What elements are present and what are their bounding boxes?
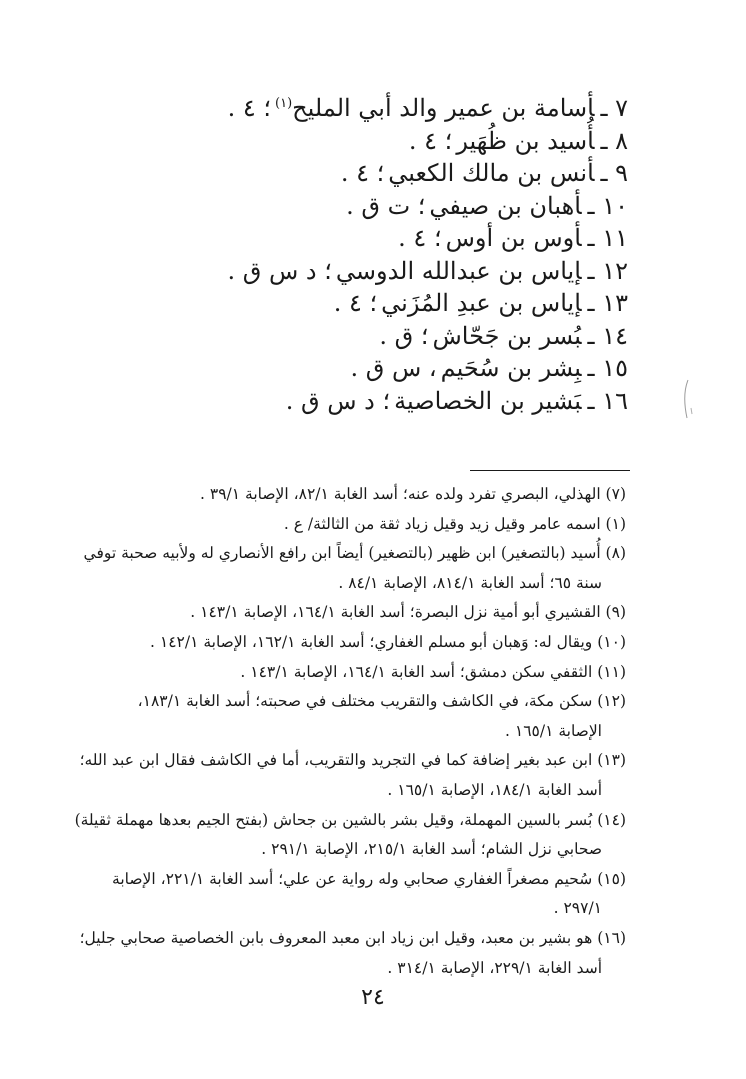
entry-number: ٧ ـ: [600, 94, 628, 122]
entry-number: ٩ ـ: [600, 159, 628, 187]
footnote-line: (١٥) سُحيم مصغراً الغفاري صحابي وله رواية عن علي؛ أسد الغابة ٢٢١/١، الإصابة: [112, 869, 626, 888]
footnote-line: (١) اسمه عامر وقيل زيد وقيل زياد ثقة من الثالثة/ ع .: [283, 514, 626, 533]
margin-scratch-mark: [680, 378, 694, 422]
footnote-marker: (١): [275, 96, 293, 111]
narrator-list: [158, 92, 628, 417]
entry-number: ١٥ ـ: [587, 354, 628, 382]
entry-number: ١١ ـ: [587, 224, 628, 252]
footnote-line: (١٢) سكن مكة، في الكاشف والتقريب مختلف في صحبته؛ أسد الغابة ١٨٣/١،: [137, 692, 626, 711]
narrator-entry: [158, 222, 628, 255]
footnote-line: (١٠) ويقال له: وَهبان أبو مسلم الغفاري؛ أسد الغابة ١٦٢/١، الإصابة ١٤٢/١ .: [150, 632, 626, 651]
entry-number: ٨ ـ: [600, 126, 628, 155]
footnote: [114, 687, 626, 746]
entry-number: ١٤ ـ: [587, 321, 628, 350]
narrator-entry: [158, 287, 628, 320]
entry-name: أهبان بن صيفي: [429, 191, 582, 220]
entry-name: بِشر بن سُحَيم: [440, 354, 582, 382]
footnote: [114, 480, 626, 510]
footnote-divider: [470, 470, 630, 471]
footnote-line: (٩) القشيري أبو أمية نزل البصرة؛ أسد الغابة ١٦٤/١، الإصابة ١٤٣/١ .: [190, 603, 626, 622]
footnote: [114, 658, 626, 688]
entry-name: بَشير بن الخصاصية: [394, 386, 582, 415]
footnote: [114, 628, 626, 658]
page-number: ٢٤: [361, 985, 385, 1010]
footnote-line: (١٦) هو بشير بن معبد، وقيل ابن زياد ابن معبد المعروف بابن الخصاصية صحابي جليل؛: [79, 928, 626, 947]
footnote: [79, 924, 626, 983]
footnote-line: ٢٩٧/١ .: [553, 899, 602, 918]
footnote-line: أسد الغابة ١٨٤/١، الإصابة ١٦٥/١ .: [387, 780, 602, 799]
narrator-entry: [158, 320, 628, 353]
footnote-line: (٧) الهذلي، البصري تفرد ولده عنه؛ أسد الغابة ٨٢/١، الإصابة ٣٩/١ .: [200, 485, 626, 503]
narrator-entry: [158, 92, 628, 125]
entry-codes: ؛ ٤ .: [227, 94, 271, 122]
entry-name: أسامة بن عمير والد أبي المليح: [292, 94, 595, 122]
footnote-line: (١٣) ابن عبد بغير إضافة كما في التجريد والتقريب، أما في الكاشف فقال ابن عبد الله؛: [79, 751, 626, 770]
footnote-line: سنة ٦٥؛ أسد الغابة ٨١٤/١، الإصابة ٨٤/١ .: [338, 573, 602, 592]
entry-codes: ؛ ٤ .: [340, 159, 385, 187]
footnote: [74, 806, 626, 865]
entry-number: ١٠ ـ: [587, 191, 628, 220]
footnote: [114, 865, 626, 924]
narrator-entry: [158, 125, 628, 158]
footnote-line: صحابي نزل الشام؛ أسد الغابة ٢١٥/١، الإصابة ٢٩١/١ .: [261, 840, 602, 859]
footnote-line: (١٤) بُسر بالسين المهملة، وقيل بشر بالشين بن جحاش (بفتح الجيم بعدها مهملة ثقيلة): [74, 810, 626, 829]
narrator-entry: [158, 385, 628, 418]
entry-name: أنس بن مالك الكعبي: [388, 159, 595, 187]
entry-number: ١٦ ـ: [587, 386, 628, 415]
narrator-entry: [158, 190, 628, 223]
footnote: [83, 539, 626, 598]
footnote: [114, 510, 626, 540]
entry-codes: ؛ ٤ .: [398, 224, 442, 252]
footnotes: [74, 480, 626, 983]
narrator-entry: [158, 255, 628, 288]
entry-codes: ؛ ٤ .: [408, 126, 453, 155]
entry-codes: ، س ق .: [350, 354, 437, 382]
entry-number: ١٣ ـ: [587, 289, 628, 317]
entry-name: أوس بن أوس: [445, 224, 582, 252]
footnote: [114, 598, 626, 628]
footnote-line: أسد الغابة ٢٢٩/١، الإصابة ٣١٤/١ .: [387, 958, 602, 977]
entry-codes: ؛ ٤ .: [333, 289, 378, 317]
narrator-entry: [158, 352, 628, 385]
entry-name: أُسيد بن ظُهَير: [456, 126, 595, 155]
entry-number: ١٢ ـ: [587, 256, 628, 285]
entry-name: إياس بن عبدِ المُزَني: [381, 289, 582, 317]
entry-name: إياس بن عبدالله الدوسي: [335, 256, 582, 285]
entry-name: بُسر بن جَحّاش: [432, 321, 582, 350]
footnote-line: الإصابة ١٦٥/١ .: [505, 721, 602, 740]
entry-codes: ؛ د س ق .: [227, 256, 332, 285]
entry-codes: ؛ د س ق .: [285, 386, 391, 415]
footnote-line: (٨) أُسيد (بالتصغير) ابن ظهير (بالتصغير) أيضاً ابن رافع الأنصاري له ولأبيه صحبة توفي: [83, 544, 626, 563]
narrator-entry: [158, 157, 628, 190]
footnote-line: (١١) الثقفي سكن دمشق؛ أسد الغابة ١٦٤/١، الإصابة ١٤٣/١ .: [240, 662, 626, 681]
footnote: [79, 746, 626, 805]
entry-codes: ؛ ت ق .: [346, 191, 426, 220]
entry-codes: ؛ ق .: [379, 321, 429, 350]
